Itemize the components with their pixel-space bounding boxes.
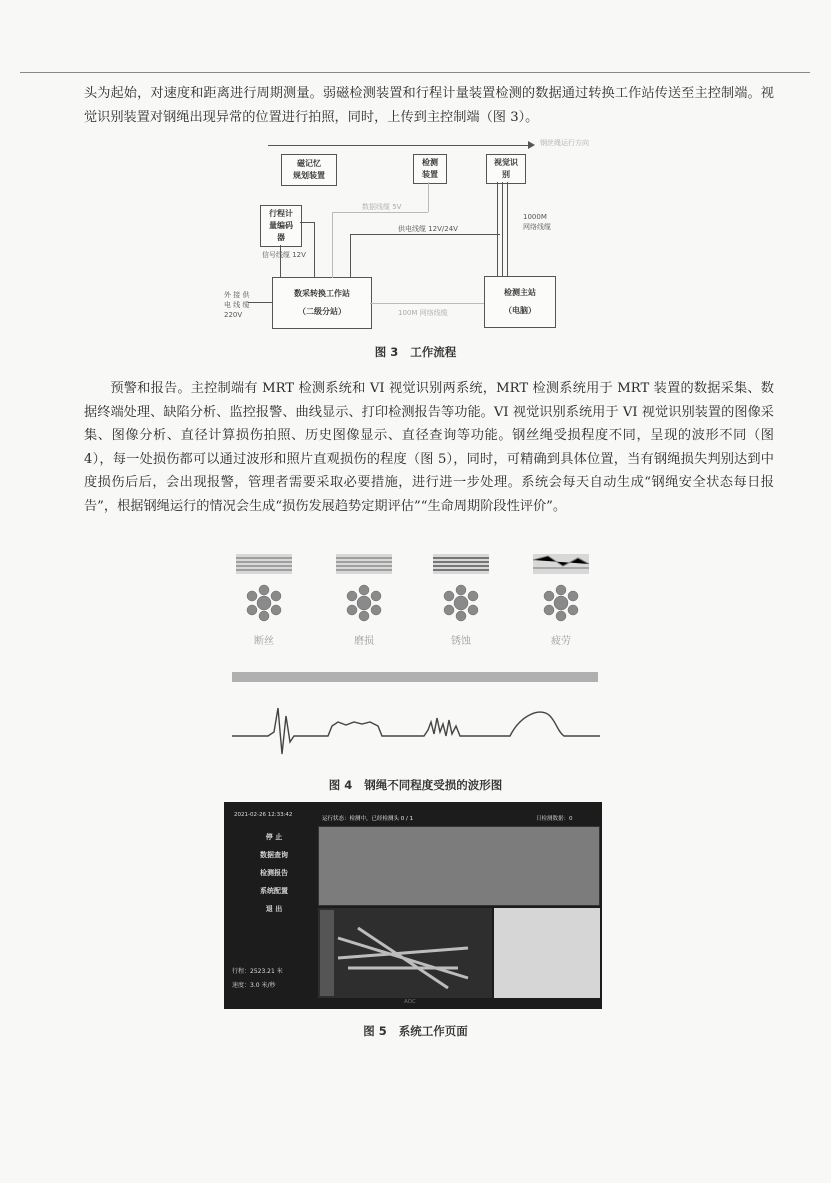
- power-cable-label: 供电线缆 12V/24V: [398, 225, 458, 233]
- run-direction-label: 钢丝绳运行方向: [540, 139, 589, 147]
- external-power-label: 外 接 供 电 线 缆 220V: [224, 291, 250, 319]
- defect-strip-2: [336, 554, 392, 574]
- figure-3-caption: 图 3 工作流程: [374, 345, 457, 359]
- defect-strip-4: [533, 554, 589, 574]
- label-corrosion: 锈蚀: [451, 636, 471, 647]
- screen-speed: 速度：3.0 米/秒: [232, 982, 276, 989]
- screen-chart-area: [318, 826, 600, 906]
- menu-config: 系统配置: [260, 887, 288, 895]
- rope-line: [268, 145, 530, 146]
- defect-strip-1: [236, 554, 292, 574]
- rope-section-1: [247, 585, 281, 621]
- rope-section-3: [444, 585, 478, 621]
- figure-4-caption: 图 4 钢绳不同程度受损的波形图: [328, 778, 503, 792]
- rope-image-strip: [232, 672, 598, 682]
- screen-today-count: 日检测数据：0: [536, 816, 573, 822]
- screen-status: 运行状态：检测中，已经检测头 0 / 1: [322, 816, 414, 822]
- data-cable-label: 数据线缆 5V: [362, 203, 402, 211]
- header-rule: [20, 72, 810, 73]
- signal-cable-label: 信号线缆 12V: [262, 251, 306, 259]
- master-station-box: 检测主站 （电脑）: [484, 276, 556, 328]
- menu-exit: 退 出: [265, 905, 283, 913]
- system-screen-photo: [224, 802, 602, 1009]
- paragraph-intro: 头为起始，对速度和距离进行周期测量。弱磁检测装置和行程计量装置检测的数据通过转换工作站传送至主控制端。视觉识别装置对钢绳出现异常的位置进行拍照，同时，上传到主控制端（图 3）。: [84, 86, 774, 125]
- menu-data-query: 数据查询: [260, 851, 288, 859]
- screen-stroke: 行程：2523.21 米: [232, 968, 283, 975]
- detect-device-box: 检测 装置: [413, 154, 447, 184]
- label-fatigue: 疲劳: [551, 636, 571, 647]
- visual-recognition-box: 视觉识 别: [486, 154, 526, 184]
- rope-section-4: [544, 585, 578, 621]
- menu-stop: 停 止: [265, 833, 283, 841]
- rope-section-2: [347, 585, 381, 621]
- waveform-figure: [228, 546, 608, 776]
- encoder-box: 行程计 量编码 器: [260, 205, 302, 247]
- screen-data-table: [494, 908, 600, 998]
- screen-timestamp: 2021-02-26 12:33:42: [234, 812, 293, 818]
- menu-report: 检测报告: [260, 869, 288, 877]
- label-broken-wire: 断丝: [254, 636, 274, 647]
- paragraph-warning-report: 预警和报告。主控制端有 MRT 检测系统和 VI 视觉识别两系统，MRT 检测系统用于 MRT 装置的数据采集、数据终端处理、缺陷分析、监控报警、曲线显示、打印检测报告等功能。VI 视觉识别系统用于 VI 视觉识别装置的图像采集、图像分析、直径计算损伤拍照、历史图像显示、直径查询等功能。钢丝绳受损程度不同，呈现的波形不同（图 4），每一处损伤都可以通过波形和照片直观损伤的程度（图 5），同时，可精确到具体位置，当有钢绳损失判别达到中度损伤后后，会出现报警，管理者需要采取必要措施，进行进一步处理。系统会每天自动生成“钢绳安全状态每日报告”，根据钢绳运行的情况会生成“损伤发展趋势定期评估”“生命周期阶段性评价”。: [84, 381, 774, 514]
- label-wear: 磨损: [354, 636, 374, 647]
- monitor-brand: AOC: [404, 999, 416, 1005]
- network-1000-label: 1000M 网络线缆: [523, 213, 551, 231]
- magnetic-device-box: 磁记忆 规划装置: [281, 154, 337, 186]
- screen-camera-view: [318, 908, 492, 998]
- network-100-label: 100M 网络线缆: [398, 309, 448, 317]
- defect-strip-3: [433, 554, 489, 574]
- workstation-box: 数采转换工作站 （二级分站）: [272, 277, 372, 329]
- figure-5-caption: 图 5 系统工作页面: [363, 1024, 468, 1038]
- damage-waveform: [232, 708, 600, 754]
- arrow-right-icon: [528, 141, 535, 149]
